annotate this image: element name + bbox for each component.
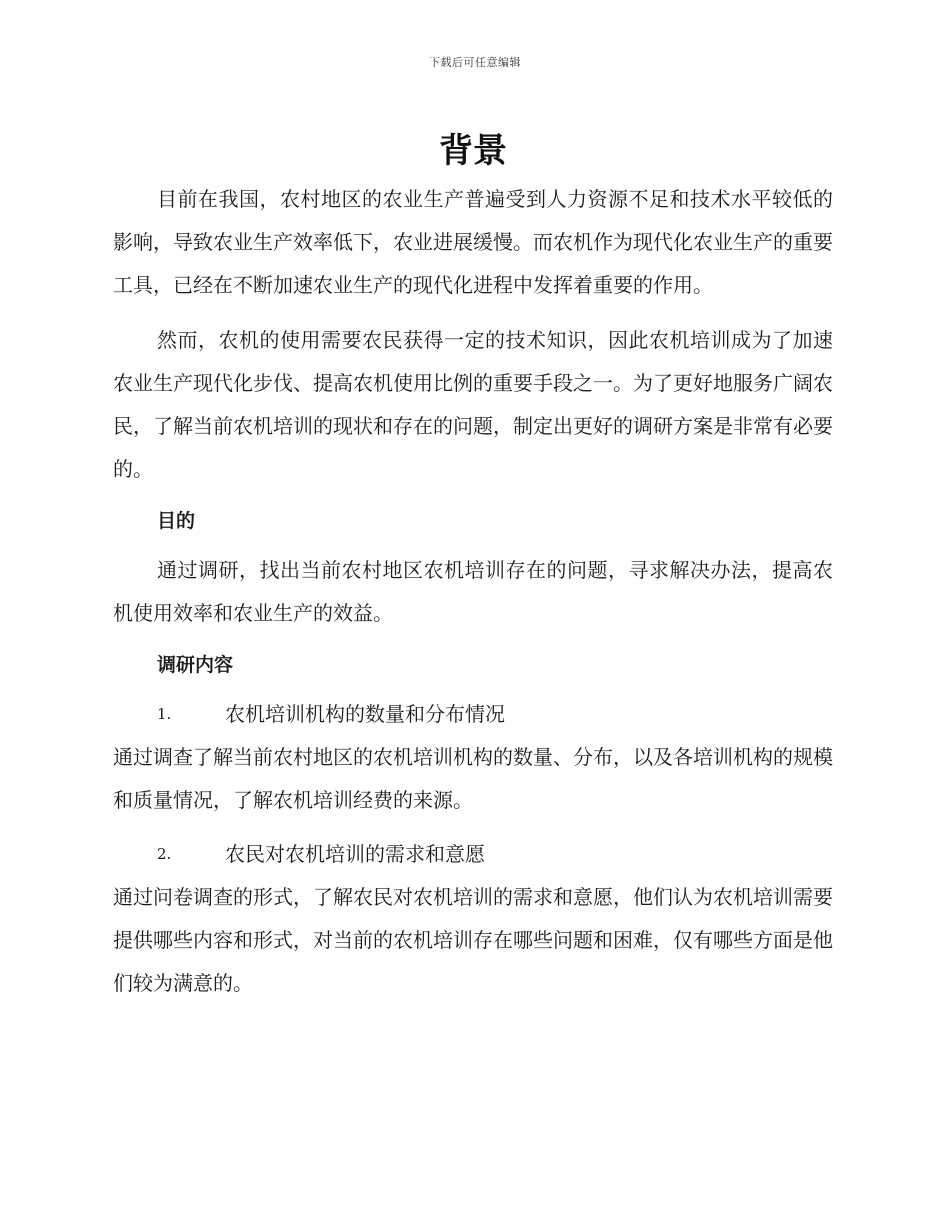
- paragraph-purpose: 通过调研，找出当前农村地区农机培训存在的问题，寻求解决办法，提高农机使用效率和农业生产的效益。: [113, 558, 833, 625]
- header-note: 下载后可任意编辑: [429, 56, 521, 69]
- paragraph-background-1: 目前在我国，农村地区的农业生产普遍受到人力资源不足和技术水平较低的影响，导致农业生产效率低下，农业进展缓慢。而农机作为现代化农业生产的重要工具，已经在不断加速农业生产的现代化进程中发挥着重要的作用。: [113, 187, 833, 297]
- section-heading-content: 调研内容: [157, 654, 234, 676]
- document-body: [113, 124, 833, 1005]
- paragraph-gap: [113, 307, 833, 319]
- list-item-number: 1.: [157, 705, 172, 723]
- list-item-2-text: 通过问卷调查的形式，了解农民对农机培训的需求和意愿，他们认为农机培训需要提供哪些内容和形式，对当前的农机培训存在哪些问题和困难，仅有哪些方面是他们较为满意的。: [113, 885, 833, 995]
- list-item-1-heading: [113, 693, 833, 736]
- list-item-title: 农机培训机构的数量和分布情况: [225, 702, 505, 726]
- list-item-1-text: 通过调查了解当前农村地区的农机培训机构的数量、分布，以及各培训机构的规模和质量情况，了解农机培训经费的来源。: [113, 745, 833, 812]
- list-item-title: 农民对农机培训的需求和意愿: [225, 842, 485, 866]
- section-heading-purpose: 目的: [157, 510, 196, 532]
- paragraph-background-2: 然而，农机的使用需要农民获得一定的技术知识，因此农机培训成为了加速农业生产现代化步伐、提高农机使用比例的重要手段之一。为了更好地服务广阔农民，了解当前农机培训的现状和存在的问题，制定出更好的调研方案是非常有必要的。: [113, 328, 833, 481]
- page-title: 背景: [439, 131, 507, 171]
- list-item-2-heading: [113, 833, 833, 876]
- list-item-number: 2.: [157, 845, 172, 863]
